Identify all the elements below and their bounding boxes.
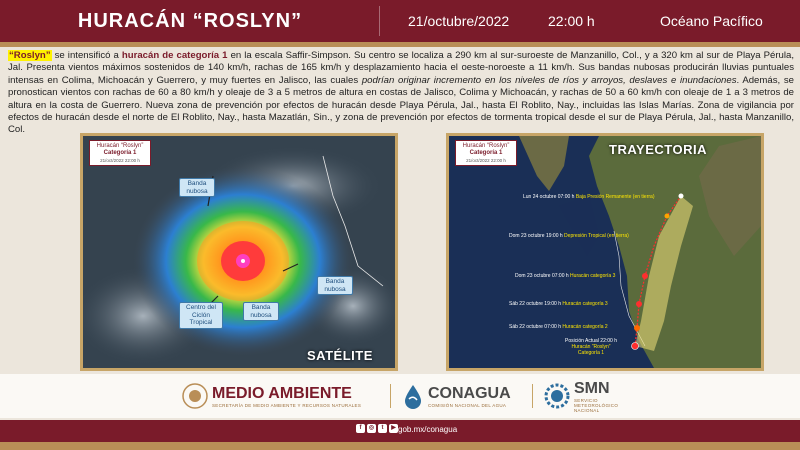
track-point-label: Sáb 22 octubre 19:00 h Huracán categoría 3	[509, 301, 608, 307]
logo-separator	[390, 384, 391, 408]
cloud-band-tag-top: Banda nubosa	[179, 178, 215, 197]
track-point-label: Sáb 22 octubre 07:00 h Huracán categoría 2	[509, 324, 608, 330]
trajectory-panel	[446, 133, 764, 371]
trajectory-label: TRAYECTORIA	[609, 142, 707, 157]
bulletin-time: 22:00 h	[548, 13, 595, 29]
cloud-band-tag-right: Banda nubosa	[317, 276, 353, 295]
legend-storm-name: Huracán “Roslyn”	[96, 143, 144, 149]
bulletin-text	[8, 50, 794, 137]
legend-time: 21/oct/2022 22:00 h	[100, 158, 140, 163]
cloud-band-tag-lower: Banda nubosa	[243, 302, 279, 321]
ocean-name: Océano Pacífico	[660, 13, 763, 29]
satellite-panel	[80, 133, 398, 371]
website-link[interactable]: gob.mx/conagua	[398, 425, 458, 434]
social-icons	[356, 424, 398, 433]
gear-globe-icon	[544, 383, 570, 409]
bulletin-text-part3: . Además, se pronostican vientos con rachas de 60 a 80 km/h y oleaje de 3 a 5 metros de altura en costas de Jalisco, Colima y Michoacán, y rachas de 50 a 60 km/h con oleaje de 1 a 3 metros de altura en la costa de Guerrero. Nueva zona de prevención por efectos de huracán desde Playa Pérula, Jal., hasta El Roblito, Nay., incluidas las Islas Marías. Zona de vigilancia por efectos de huracán desde el norte de El Roblito, Nay., hasta Mazatlán, Sin., y zona de prevención por efectos de tormenta tropical desde el sur de Playa Pérula, Jal., hasta Manzanillo, Col.	[8, 74, 794, 136]
cyclone-center-tag: Centro del Ciclón Tropical	[179, 302, 223, 329]
track-point-label: Dom 23 octubre 19:00 h Depresión Tropical (en tierra)	[509, 233, 629, 239]
youtube-icon[interactable]: ▶	[389, 424, 398, 433]
instagram-icon[interactable]: ◎	[368, 425, 375, 431]
twitter-icon[interactable]: t	[378, 424, 387, 433]
current-position-label: Posición Actual 22:00 h Huracán “Roslyn” Categoría 1	[565, 338, 617, 356]
legend-category: Categoría 1	[103, 150, 137, 156]
logo-smn: SMN SERVICIO METEOROLÓGICO NACIONAL	[544, 374, 634, 418]
trajectory-map	[449, 136, 761, 368]
header-bar	[0, 0, 800, 42]
bulletin-text-part1: se intensificó a	[51, 50, 122, 61]
logo-separator	[532, 384, 533, 408]
category-text: huracán de categoría 1	[121, 50, 228, 61]
track-point-label: Lun 24 octubre 07:00 h Baja Presión Remanente (en tierra)	[523, 194, 655, 200]
trajectory-legend	[455, 140, 517, 166]
satellite-legend	[89, 140, 151, 166]
legend-storm-name: Huracán “Roslyn”	[462, 143, 510, 149]
footer-divider	[0, 442, 800, 450]
header-divider	[0, 42, 800, 47]
page-title: HURACÁN “ROSLYN”	[0, 0, 380, 42]
logos-bar	[0, 374, 800, 418]
satellite-image	[83, 136, 395, 368]
impact-warning-text: podrían originar incremento en los niveles de ríos y arroyos, deslaves e inundaciones	[361, 74, 737, 86]
satellite-label: SATÉLITE	[307, 348, 373, 363]
water-drop-icon	[402, 383, 424, 409]
storm-name-highlight: “Roslyn”	[9, 50, 51, 61]
logo-conagua: CONAGUA COMISIÓN NACIONAL DEL AGUA	[402, 374, 511, 418]
logo-medio-ambiente: MEDIO AMBIENTE SECRETARÍA DE MEDIO AMBIENTE Y RECURSOS NATURALES	[182, 374, 361, 418]
national-seal-icon	[182, 383, 208, 409]
bulletin-text-part2: en la escala Saffir-Simpson. Su centro se localiza a 290 km al sur-suroeste de Manzanillo, Col., y a 320 km al sur de Playa Pérula, Jal. Presenta vientos máximos sostenidos de 140 km/h, rachas de 165 km/h y desplazamiento hacia el oeste-noroeste a 11 km/h. Sus bandas nubosas producirán lluvias puntuales intensas en Colima, Michoacán y Guerrero, y muy fuertes en Jalisco, las cuales	[8, 50, 794, 86]
legend-time: 21/oct/2022 22:00 h	[466, 158, 506, 163]
track-point-label: Dom 23 octubre 07:00 h Huracán categoría 3	[515, 273, 616, 279]
bulletin-date: 21/octubre/2022	[408, 13, 510, 29]
facebook-icon[interactable]: f	[356, 424, 365, 433]
legend-category: Categoría 1	[469, 150, 503, 156]
